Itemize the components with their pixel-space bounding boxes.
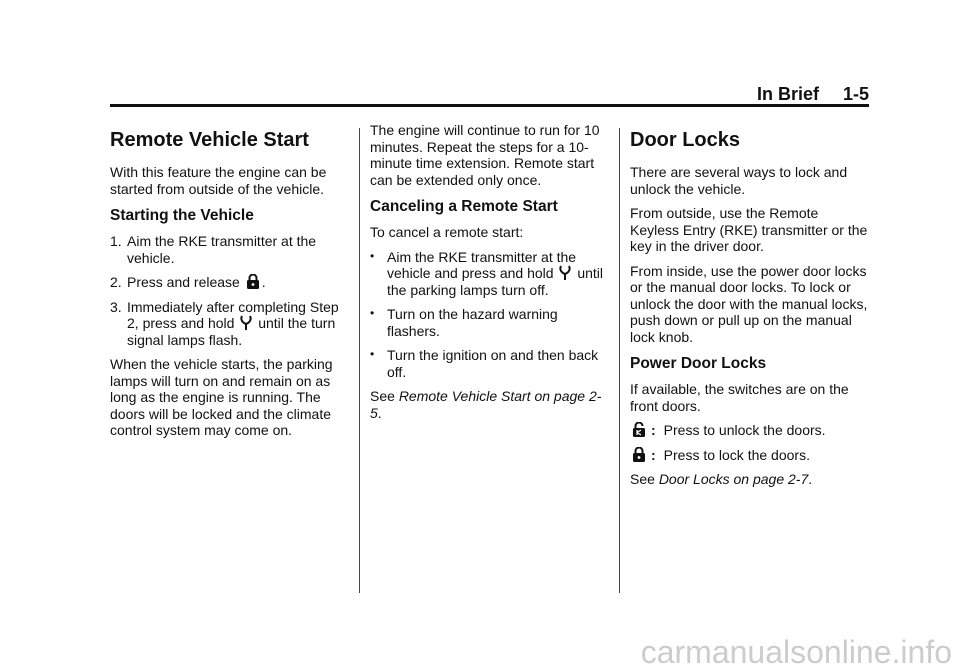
step-number: 1. xyxy=(110,233,122,249)
definition-item: : Press to lock the doors. xyxy=(630,447,870,464)
definition-text: Press to lock the doors. xyxy=(663,446,810,463)
subheading: Canceling a Remote Start xyxy=(370,198,558,215)
step-text: Aim the RKE transmitter at the vehicle. xyxy=(127,233,317,266)
lock-icon xyxy=(246,274,260,290)
page-number: 1-5 xyxy=(842,84,869,104)
bullet-text-end: until the parking lamps turn off. xyxy=(387,265,604,298)
step-text-end: until the turn signal lamps flash. xyxy=(127,315,336,348)
remote-start-icon xyxy=(559,265,571,281)
bullet-item xyxy=(370,347,610,380)
step-text-end: . xyxy=(261,274,266,290)
see-also: See Door Locks on page 2-7. xyxy=(630,471,813,487)
section-heading: Remote Vehicle Start xyxy=(110,129,309,151)
unlock-icon xyxy=(632,422,646,438)
column-divider xyxy=(359,128,360,593)
cross-reference: Door Locks on page 2-7 xyxy=(658,471,809,487)
bullet-mark: • xyxy=(370,248,375,263)
page-header xyxy=(110,84,869,105)
bullet-item xyxy=(370,249,610,299)
step-item xyxy=(110,299,350,349)
section-title: In Brief xyxy=(756,84,819,104)
column-divider xyxy=(619,128,620,593)
intro-paragraph: With this feature the engine can be started from outside of the vehicle. xyxy=(110,164,327,197)
column-door-locks xyxy=(630,122,870,496)
step-item xyxy=(110,274,350,291)
subheading: Power Door Locks xyxy=(630,355,767,372)
paragraph: From outside, use the Remote Keyless Entry (RKE) transmitter or the key in the driver door. xyxy=(630,205,868,254)
bullet-mark: • xyxy=(370,347,375,361)
lead-paragraph: To cancel a remote start: xyxy=(370,224,524,240)
bullet-text: Turn on the hazard warning flashers. xyxy=(387,306,558,339)
step-number: 3. xyxy=(110,298,122,315)
paragraph: If available, the switches are on the front doors. xyxy=(630,381,849,414)
see-also: See Remote Vehicle Start on page 2-5. xyxy=(370,388,602,421)
column-canceling xyxy=(370,122,610,429)
section-heading: Door Locks xyxy=(630,129,741,151)
cross-reference: Remote Vehicle Start on page 2-5 xyxy=(370,388,602,421)
bullet-text: Turn the ignition on and then back off. xyxy=(387,347,599,380)
paragraph: There are several ways to lock and unlock the vehicle. xyxy=(630,164,848,197)
column-remote-vehicle-start xyxy=(110,122,350,447)
step-text: Immediately after completing Step 2, press and hold xyxy=(127,298,339,331)
subheading: Starting the Vehicle xyxy=(110,207,254,224)
remote-start-icon xyxy=(240,315,252,331)
intro-paragraph: The engine will continue to run for 10 minutes. Repeat the steps for a 10-minute time extension. Remote start can be extended only once. xyxy=(370,122,600,188)
definition-text: Press to unlock the doors. xyxy=(663,422,826,438)
step-number: 2. xyxy=(110,274,122,290)
lock-icon xyxy=(632,447,646,463)
header-rule xyxy=(110,104,869,107)
definition-item: : Press to unlock the doors. xyxy=(630,422,870,439)
outro-paragraph: When the vehicle starts, the parking lamps will turn on and remain on as long as the engine is running. The doors will be locked and the climate control system may come on. xyxy=(110,356,333,438)
watermark: carmanualsonline.info xyxy=(640,634,952,670)
bullet-item xyxy=(370,306,610,339)
paragraph: From inside, use the power door locks or the manual door locks. To lock or unlock the door with the manual locks, push down or pull up on the manual lock knob. xyxy=(630,262,868,345)
bullet-mark: • xyxy=(370,306,375,320)
step-text: Press and release xyxy=(127,274,240,290)
bullet-text: Aim the RKE transmitter at the vehicle and press and hold xyxy=(387,248,577,281)
step-item xyxy=(110,233,350,266)
